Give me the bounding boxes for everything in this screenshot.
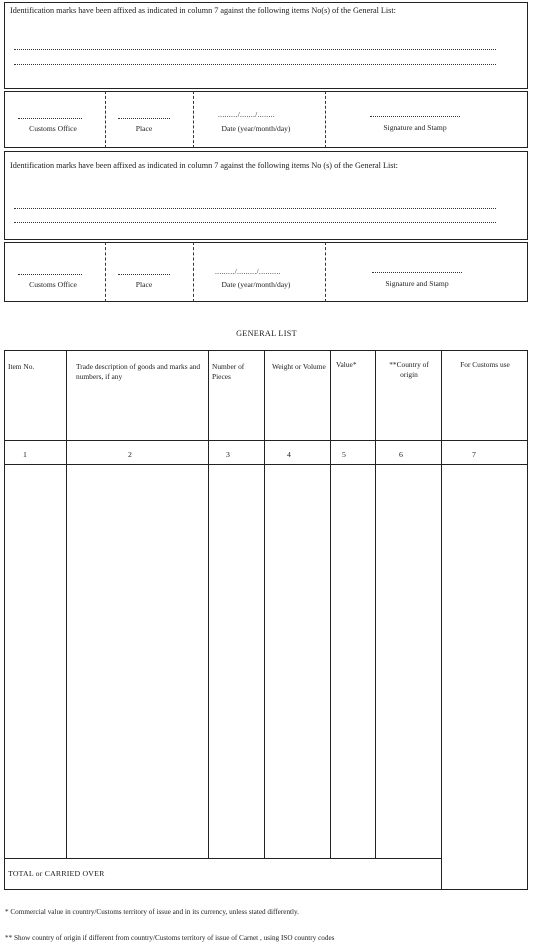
customs-office-label: Customs Office: [29, 280, 77, 289]
place-label: Place: [135, 124, 153, 133]
total-row-divider: [4, 858, 441, 859]
date-label: Date (year/month/day): [221, 124, 291, 133]
column-header-customs-use: For Customs use: [460, 360, 510, 369]
customs-office-field[interactable]: [18, 118, 82, 119]
divider: [325, 91, 326, 148]
column-number: 2: [128, 450, 132, 459]
date-label: Date (year/month/day): [221, 280, 291, 289]
signature-field[interactable]: [372, 272, 462, 273]
column-number: 6: [399, 450, 403, 459]
date-field[interactable]: ........./......./........: [218, 110, 275, 119]
general-list-title: GENERAL LIST: [236, 329, 297, 338]
divider: [105, 91, 106, 148]
column-number: 7: [472, 450, 476, 459]
column-header-item-no: Item No.: [8, 362, 35, 371]
column-divider: [330, 350, 331, 858]
column-divider: [66, 350, 67, 858]
column-header-trade-description: Trade description of goods and marks and numbers, if any: [76, 362, 201, 381]
footnote-country-of-origin: ** Show country of origin if different from country/Customs territory of issue of Carnet , using ISO country codes: [5, 934, 335, 942]
items-entry-line[interactable]: [14, 222, 496, 223]
signature-label: Signature and Stamp: [385, 279, 449, 288]
column-header-weight-or-volume: Weight or Volume: [272, 362, 326, 371]
column-divider: [208, 350, 209, 858]
column-divider: [441, 350, 442, 890]
items-entry-line[interactable]: [14, 64, 496, 65]
column-number: 1: [23, 450, 27, 459]
general-list-table: [4, 350, 528, 890]
items-entry-line[interactable]: [14, 208, 496, 209]
signature-row-1: [4, 91, 528, 148]
footnote-value: * Commercial value in country/Customs territory of issue and in its currency, unless stated differently.: [5, 908, 299, 916]
column-number: 5: [342, 450, 346, 459]
header-divider: [4, 440, 528, 441]
place-label: Place: [135, 280, 153, 289]
column-header-number-of-pieces: Number of Pieces: [212, 362, 245, 381]
column-divider: [375, 350, 376, 858]
customs-office-label: Customs Office: [29, 124, 77, 133]
column-number-divider: [4, 464, 528, 465]
signature-field[interactable]: [370, 116, 460, 117]
divider: [325, 242, 326, 302]
items-entry-line[interactable]: [14, 49, 496, 50]
signature-label: Signature and Stamp: [383, 123, 447, 132]
place-field[interactable]: [118, 274, 170, 275]
customs-office-field[interactable]: [18, 274, 82, 275]
column-number: 3: [226, 450, 230, 459]
divider: [193, 91, 194, 148]
date-field[interactable]: ........./........./..........: [215, 267, 281, 276]
column-header-value: Value*: [336, 360, 357, 369]
column-header-country-of-origin: **Country of origin: [389, 360, 429, 379]
identification-statement-1: Identification marks have been affixed as indicated in column 7 against the following items No(s) of the General List:: [10, 6, 396, 15]
identification-statement-2: Identification marks have been affixed as indicated in column 7 against the following items No (s) of the General List:: [10, 161, 398, 170]
column-number: 4: [287, 450, 291, 459]
place-field[interactable]: [118, 118, 170, 119]
divider: [193, 242, 194, 302]
divider: [105, 242, 106, 302]
total-carried-over-label: TOTAL or CARRIED OVER: [8, 869, 105, 878]
column-divider: [264, 350, 265, 858]
